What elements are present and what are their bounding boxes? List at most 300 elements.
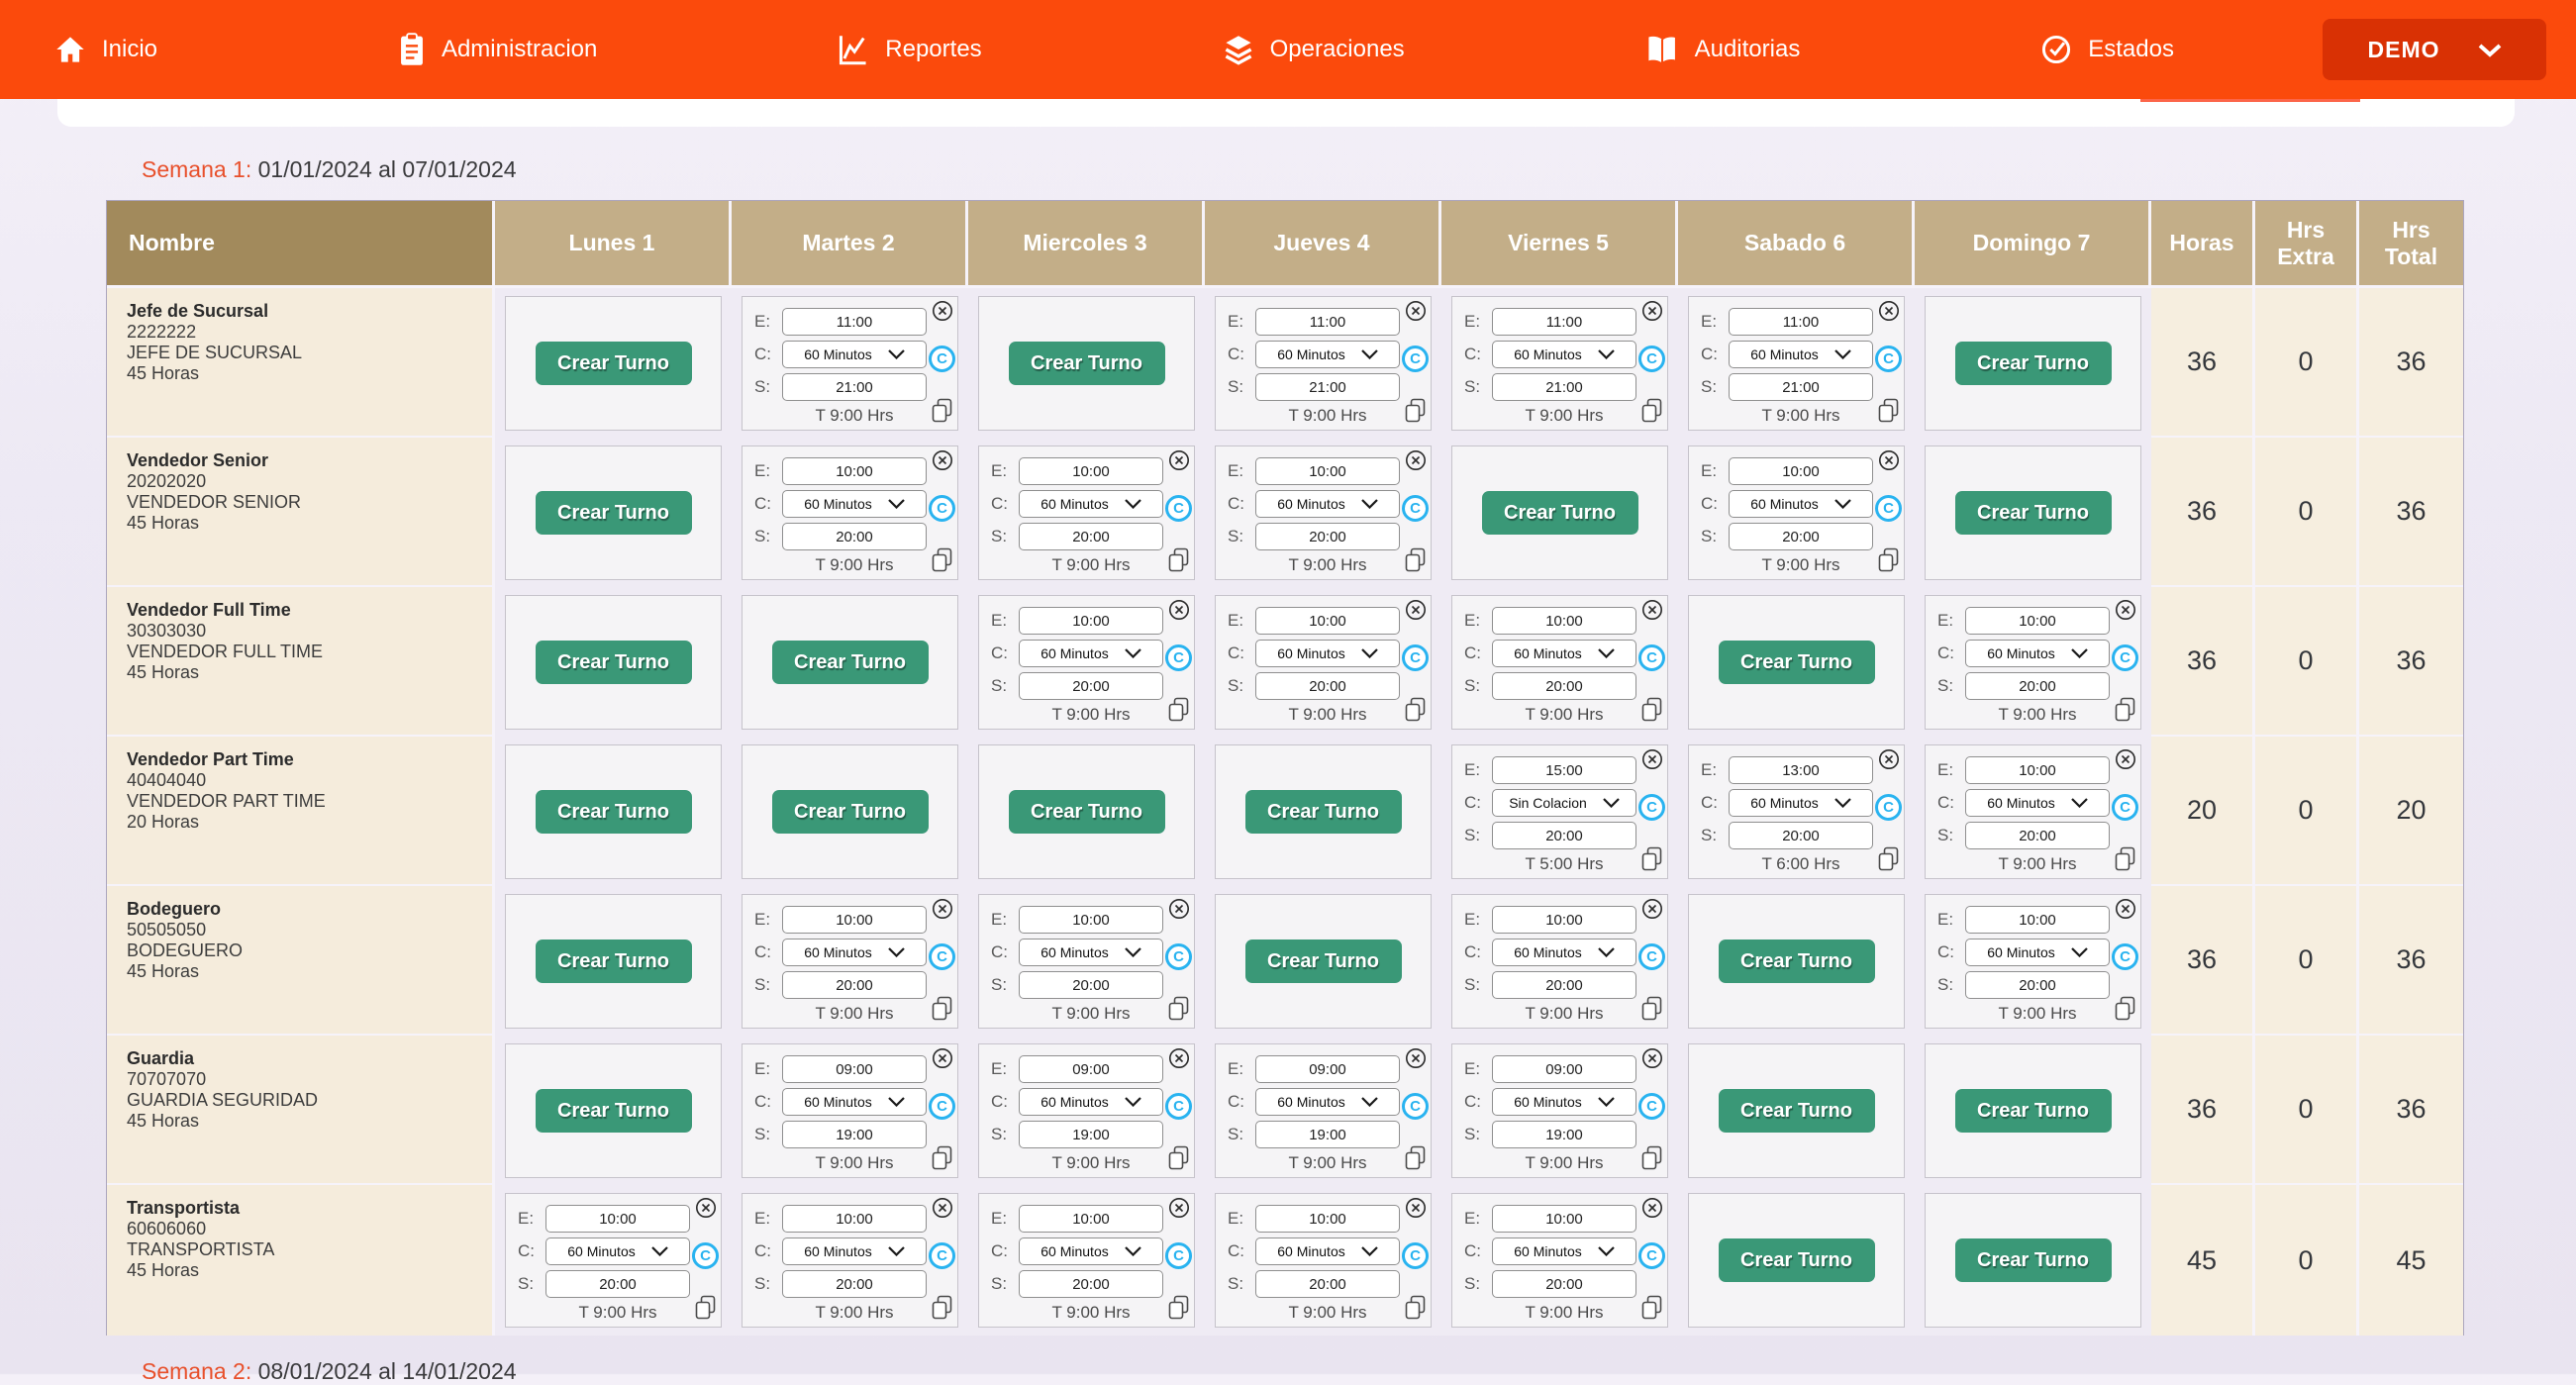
copy-shift-button[interactable] — [1878, 398, 1899, 426]
remove-shift-button[interactable] — [932, 1047, 953, 1069]
colacion-c-icon[interactable]: C — [1165, 1242, 1192, 1269]
crear-turno-button[interactable]: Crear Turno — [1719, 641, 1875, 684]
chevron-down-icon — [2071, 645, 2088, 661]
colacion-c-icon[interactable]: C — [1638, 1242, 1665, 1269]
entry-time-input[interactable] — [1255, 1055, 1400, 1083]
colacion-c-icon[interactable]: C — [1638, 943, 1665, 970]
chevron-down-icon — [888, 1243, 905, 1259]
entry-time-input[interactable] — [1019, 1205, 1163, 1233]
entry-time-input[interactable] — [782, 906, 927, 934]
col-header-day-martes: Martes 2 — [732, 201, 968, 288]
remove-shift-button[interactable] — [932, 1197, 953, 1219]
break-label: C: — [991, 643, 1008, 662]
entry-time-input[interactable] — [1965, 906, 2110, 934]
entry-time-input[interactable] — [1019, 457, 1163, 485]
entry-time-input[interactable] — [1729, 457, 1873, 485]
remove-shift-button[interactable] — [1641, 1197, 1663, 1219]
day-cell-shift — [1678, 438, 1915, 588]
next-week-range: 08/01/2024 al 14/01/2024 — [257, 1358, 517, 1384]
break-select[interactable] — [1492, 1088, 1636, 1116]
entry-label: E: — [991, 1059, 1008, 1078]
exit-label: S: — [1228, 377, 1244, 396]
nav-item-operaciones[interactable] — [1223, 34, 1405, 65]
copy-shift-button[interactable] — [1168, 1145, 1189, 1173]
shift-card — [1688, 296, 1905, 431]
copy-shift-button[interactable] — [1641, 398, 1662, 426]
day-cell-empty — [495, 587, 732, 738]
break-select-value: 60 Minutos — [1277, 1094, 1345, 1110]
copy-shift-button[interactable] — [695, 1295, 716, 1323]
remove-shift-button[interactable] — [1405, 1047, 1427, 1069]
break-select-value: 60 Minutos — [1514, 1094, 1582, 1110]
exit-time-input[interactable] — [1255, 523, 1400, 550]
crear-turno-button[interactable]: Crear Turno — [1955, 491, 2112, 535]
day-cell-empty — [968, 737, 1205, 887]
chevron-down-icon — [1361, 346, 1378, 362]
entry-time-input[interactable] — [1492, 756, 1636, 784]
remove-shift-button[interactable] — [932, 449, 953, 471]
break-select-value: 60 Minutos — [1750, 496, 1819, 512]
week-range: 01/01/2024 al 07/01/2024 — [257, 156, 517, 182]
crear-turno-button[interactable]: Crear Turno — [536, 342, 692, 385]
exit-time-input[interactable] — [1965, 672, 2110, 700]
chevron-down-icon — [1125, 496, 1141, 512]
colacion-c-icon[interactable]: C — [929, 1242, 955, 1269]
copy-shift-button[interactable] — [1641, 1145, 1662, 1173]
remove-shift-button[interactable] — [2115, 599, 2136, 621]
break-select[interactable] — [1019, 490, 1163, 518]
break-label: C: — [1464, 643, 1481, 662]
break-select[interactable] — [1019, 939, 1163, 966]
exit-time-input[interactable] — [782, 523, 927, 550]
remove-shift-button[interactable] — [1878, 748, 1900, 770]
hrs-total-cell: 36 — [2359, 288, 2463, 439]
remove-shift-button[interactable] — [1168, 1047, 1190, 1069]
colacion-c-icon[interactable]: C — [1402, 495, 1429, 522]
exit-time-input[interactable] — [1729, 822, 1873, 849]
copy-shift-button[interactable] — [2115, 846, 2135, 874]
colacion-c-icon[interactable]: C — [1638, 794, 1665, 821]
entry-time-input[interactable] — [1492, 906, 1636, 934]
copy-shift-button[interactable] — [932, 398, 952, 426]
nav-active-indicator — [2140, 99, 2360, 102]
crear-turno-button[interactable]: Crear Turno — [536, 1089, 692, 1133]
copy-shift-button[interactable] — [1405, 697, 1426, 725]
employee-contract: 45 Horas — [127, 1260, 200, 1280]
exit-time-input[interactable] — [1492, 1270, 1636, 1298]
day-cell-shift — [1441, 737, 1678, 887]
employee-contract: 45 Horas — [127, 513, 200, 533]
nav-item-inicio[interactable] — [54, 34, 157, 65]
exit-time-input[interactable] — [1965, 971, 2110, 999]
remove-shift-button[interactable] — [1641, 599, 1663, 621]
break-select[interactable] — [545, 1237, 690, 1265]
remove-shift-button[interactable] — [1168, 449, 1190, 471]
employee-role: VENDEDOR PART TIME — [127, 791, 326, 811]
exit-time-input[interactable] — [1255, 1270, 1400, 1298]
copy-shift-button[interactable] — [1405, 547, 1426, 575]
copy-shift-button[interactable] — [2115, 697, 2135, 725]
break-label: C: — [754, 345, 771, 363]
nav-item-administracion[interactable] — [398, 33, 597, 66]
shift-total-hours: T 9:00 Hrs — [1761, 555, 1840, 574]
remove-shift-button[interactable] — [932, 300, 953, 322]
colacion-c-icon[interactable]: C — [1165, 1093, 1192, 1120]
account-menu-label: DEMO — [2367, 36, 2440, 62]
break-select[interactable] — [782, 490, 927, 518]
break-select[interactable] — [1729, 490, 1873, 518]
break-select[interactable] — [1729, 789, 1873, 817]
copy-shift-button[interactable] — [1168, 1295, 1189, 1323]
break-select[interactable] — [1255, 341, 1400, 368]
exit-label: S: — [991, 676, 1008, 695]
colacion-c-icon[interactable]: C — [1638, 346, 1665, 372]
entry-time-input[interactable] — [1492, 308, 1636, 336]
break-select[interactable] — [1019, 1088, 1163, 1116]
exit-time-input[interactable] — [1492, 971, 1636, 999]
exit-time-input[interactable] — [1492, 672, 1636, 700]
copy-shift-button[interactable] — [1641, 1295, 1662, 1323]
copy-shift-button[interactable] — [1405, 1295, 1426, 1323]
copy-shift-button[interactable] — [2115, 996, 2135, 1024]
entry-time-input[interactable] — [1965, 607, 2110, 635]
day-cell-shift — [732, 1036, 968, 1186]
day-cell-empty — [495, 288, 732, 439]
hrs-total-cell: 36 — [2359, 1036, 2463, 1186]
entry-label: E: — [1228, 312, 1244, 331]
colacion-c-icon[interactable]: C — [1638, 644, 1665, 671]
exit-time-input[interactable] — [1729, 373, 1873, 401]
nav-item-estados[interactable] — [2040, 34, 2174, 65]
col-header-horas: Horas — [2151, 201, 2255, 288]
shift-total-hours: T 9:00 Hrs — [815, 1153, 894, 1172]
break-select-value: 60 Minutos — [1040, 645, 1109, 661]
copy-shift-button[interactable] — [932, 996, 952, 1024]
colacion-c-icon[interactable]: C — [929, 1093, 955, 1120]
exit-time-input[interactable] — [545, 1270, 690, 1298]
crear-turno-button[interactable]: Crear Turno — [1482, 491, 1638, 535]
entry-time-input[interactable] — [782, 1205, 927, 1233]
remove-shift-button[interactable] — [1641, 1047, 1663, 1069]
exit-time-input[interactable] — [782, 1270, 927, 1298]
break-select-value: 60 Minutos — [1277, 496, 1345, 512]
break-select[interactable] — [1255, 1237, 1400, 1265]
entry-label: E: — [991, 611, 1008, 630]
employee-name: Vendedor Full Time — [127, 600, 291, 620]
exit-time-input[interactable] — [1019, 971, 1163, 999]
copy-shift-button[interactable] — [932, 1295, 952, 1323]
employee-cell — [107, 438, 495, 588]
exit-label: S: — [1228, 527, 1244, 545]
day-cell-empty — [1915, 438, 2151, 588]
day-cell-empty — [495, 1036, 732, 1186]
entry-time-input[interactable] — [782, 457, 927, 485]
entry-time-input[interactable] — [1019, 906, 1163, 934]
chevron-down-icon — [2478, 37, 2502, 63]
remove-shift-button[interactable] — [1641, 748, 1663, 770]
copy-shift-button[interactable] — [1405, 398, 1426, 426]
colacion-c-icon[interactable]: C — [1165, 495, 1192, 522]
remove-shift-button[interactable] — [2115, 898, 2136, 920]
break-select-value: 60 Minutos — [567, 1243, 636, 1259]
shift-total-hours: T 9:00 Hrs — [1998, 854, 2077, 873]
crear-turno-button[interactable]: Crear Turno — [1955, 342, 2112, 385]
shift-total-hours: T 9:00 Hrs — [1525, 1004, 1604, 1023]
exit-label: S: — [1228, 676, 1244, 695]
colacion-c-icon[interactable]: C — [1402, 1093, 1429, 1120]
crear-turno-button[interactable]: Crear Turno — [536, 790, 692, 834]
crear-turno-button[interactable]: Crear Turno — [1955, 1238, 2112, 1282]
colacion-c-icon[interactable]: C — [692, 1242, 719, 1269]
break-select[interactable] — [1492, 640, 1636, 667]
exit-time-input[interactable] — [1019, 1121, 1163, 1148]
exit-time-input[interactable] — [1019, 1270, 1163, 1298]
entry-label: E: — [991, 910, 1008, 929]
exit-time-input[interactable] — [1965, 822, 2110, 849]
account-menu-button[interactable] — [2323, 19, 2546, 80]
day-cell-shift — [1441, 886, 1678, 1037]
book-icon — [1645, 34, 1679, 65]
remove-shift-button[interactable] — [1641, 300, 1663, 322]
crear-turno-button[interactable]: Crear Turno — [772, 790, 929, 834]
create-shift-card — [505, 894, 722, 1029]
entry-time-input[interactable] — [1255, 1205, 1400, 1233]
break-select[interactable] — [1492, 939, 1636, 966]
remove-shift-button[interactable] — [695, 1197, 717, 1219]
day-cell-empty — [1678, 886, 1915, 1037]
crear-turno-button[interactable]: Crear Turno — [772, 641, 929, 684]
break-select-value: 60 Minutos — [1040, 496, 1109, 512]
break-select-value: 60 Minutos — [1277, 346, 1345, 362]
exit-time-input[interactable] — [782, 1121, 927, 1148]
shift-total-hours: T 9:00 Hrs — [1288, 705, 1367, 724]
break-select[interactable] — [782, 1237, 927, 1265]
break-label: C: — [1228, 1241, 1244, 1260]
break-label: C: — [1228, 345, 1244, 363]
remove-shift-button[interactable] — [1405, 449, 1427, 471]
break-select[interactable] — [1965, 789, 2110, 817]
hrs-extra-cell: 0 — [2255, 587, 2359, 738]
break-select[interactable] — [1729, 341, 1873, 368]
colacion-c-icon[interactable]: C — [929, 495, 955, 522]
colacion-c-icon[interactable]: C — [2112, 644, 2138, 671]
hours-cell: 45 — [2151, 1185, 2255, 1336]
break-select[interactable] — [1965, 640, 2110, 667]
exit-label: S: — [1464, 1274, 1481, 1293]
colacion-c-icon[interactable]: C — [1402, 346, 1429, 372]
exit-time-input[interactable] — [1255, 672, 1400, 700]
entry-time-input[interactable] — [1492, 607, 1636, 635]
next-week-name: Semana 2: — [142, 1358, 252, 1384]
hrs-extra-cell: 0 — [2255, 438, 2359, 588]
colacion-c-icon[interactable]: C — [1638, 1093, 1665, 1120]
day-cell-shift — [732, 886, 968, 1037]
nav-item-label: Operaciones — [1269, 36, 1405, 62]
colacion-c-icon[interactable]: C — [2112, 794, 2138, 821]
hrs-extra-cell: 0 — [2255, 737, 2359, 887]
break-select[interactable] — [782, 939, 927, 966]
hours-cell: 36 — [2151, 438, 2255, 588]
entry-time-input[interactable] — [1019, 1055, 1163, 1083]
break-select[interactable] — [782, 341, 927, 368]
colacion-c-icon[interactable]: C — [1165, 943, 1192, 970]
nav-item-auditorias[interactable] — [1645, 34, 1801, 65]
entry-time-input[interactable] — [1729, 308, 1873, 336]
break-select[interactable] — [782, 1088, 927, 1116]
break-select-value: 60 Minutos — [804, 496, 872, 512]
entry-time-input[interactable] — [1255, 457, 1400, 485]
entry-time-input[interactable] — [1019, 607, 1163, 635]
remove-shift-button[interactable] — [1405, 599, 1427, 621]
chevron-down-icon — [1598, 1094, 1615, 1110]
entry-label: E: — [1464, 760, 1481, 779]
hours-cell: 20 — [2151, 737, 2255, 887]
entry-time-input[interactable] — [1729, 756, 1873, 784]
hrs-extra-cell: 0 — [2255, 1036, 2359, 1186]
crear-turno-button[interactable]: Crear Turno — [1719, 1238, 1875, 1282]
entry-time-input[interactable] — [782, 1055, 927, 1083]
entry-time-input[interactable] — [1255, 308, 1400, 336]
break-select[interactable] — [1255, 1088, 1400, 1116]
layers-icon — [1223, 34, 1254, 65]
entry-time-input[interactable] — [782, 308, 927, 336]
crear-turno-button[interactable]: Crear Turno — [1719, 940, 1875, 983]
day-cell-shift — [1678, 288, 1915, 439]
break-label: C: — [1228, 1092, 1244, 1111]
colacion-c-icon[interactable]: C — [1875, 495, 1902, 522]
colacion-c-icon[interactable]: C — [1875, 346, 1902, 372]
exit-time-input[interactable] — [1255, 1121, 1400, 1148]
colacion-c-icon[interactable]: C — [2112, 943, 2138, 970]
colacion-c-icon[interactable]: C — [1165, 644, 1192, 671]
shift-total-hours: T 9:00 Hrs — [1051, 705, 1131, 724]
copy-shift-button[interactable] — [1168, 547, 1189, 575]
exit-time-input[interactable] — [1255, 373, 1400, 401]
copy-shift-button[interactable] — [1641, 846, 1662, 874]
colacion-c-icon[interactable]: C — [929, 346, 955, 372]
exit-time-input[interactable] — [1492, 822, 1636, 849]
chart-icon — [838, 34, 869, 65]
break-label: C: — [1701, 494, 1718, 513]
shift-card — [978, 595, 1195, 730]
day-cell-shift — [1915, 886, 2151, 1037]
nav-item-reportes[interactable] — [838, 34, 981, 65]
exit-time-input[interactable] — [782, 971, 927, 999]
remove-shift-button[interactable] — [1878, 300, 1900, 322]
remove-shift-button[interactable] — [932, 898, 953, 920]
content-card-top-strip — [57, 99, 2515, 127]
entry-time-input[interactable] — [545, 1205, 690, 1233]
copy-shift-button[interactable] — [1878, 846, 1899, 874]
break-select-value: 60 Minutos — [1040, 944, 1109, 960]
crear-turno-button[interactable]: Crear Turno — [536, 491, 692, 535]
copy-shift-button[interactable] — [1641, 697, 1662, 725]
exit-time-input[interactable] — [1019, 523, 1163, 550]
entry-time-input[interactable] — [1492, 1205, 1636, 1233]
shift-card — [1451, 1043, 1668, 1178]
entry-time-input[interactable] — [1255, 607, 1400, 635]
copy-shift-button[interactable] — [1168, 697, 1189, 725]
crear-turno-button[interactable]: Crear Turno — [1245, 790, 1402, 834]
break-select[interactable] — [1965, 939, 2110, 966]
crear-turno-button[interactable]: Crear Turno — [1009, 342, 1165, 385]
exit-time-input[interactable] — [782, 373, 927, 401]
break-select[interactable] — [1492, 341, 1636, 368]
copy-shift-button[interactable] — [932, 547, 952, 575]
shift-total-hours: T 9:00 Hrs — [1051, 1004, 1131, 1023]
crear-turno-button[interactable]: Crear Turno — [1009, 790, 1165, 834]
exit-time-input[interactable] — [1019, 672, 1163, 700]
break-select-value: 60 Minutos — [1277, 645, 1345, 661]
copy-shift-button[interactable] — [1405, 1145, 1426, 1173]
colacion-c-icon[interactable]: C — [929, 943, 955, 970]
remove-shift-button[interactable] — [1878, 449, 1900, 471]
break-label: C: — [1464, 1241, 1481, 1260]
colacion-c-icon[interactable]: C — [1875, 794, 1902, 821]
crear-turno-button[interactable]: Crear Turno — [1719, 1089, 1875, 1133]
entry-label: E: — [1937, 910, 1954, 929]
nav-item-label: Administracion — [441, 36, 598, 62]
remove-shift-button[interactable] — [2115, 748, 2136, 770]
crear-turno-button[interactable]: Crear Turno — [1955, 1089, 2112, 1133]
break-select[interactable] — [1019, 1237, 1163, 1265]
exit-label: S: — [1701, 826, 1718, 844]
remove-shift-button[interactable] — [1168, 1197, 1190, 1219]
break-select[interactable] — [1255, 640, 1400, 667]
copy-shift-button[interactable] — [1641, 996, 1662, 1024]
exit-time-input[interactable] — [1492, 1121, 1636, 1148]
remove-shift-button[interactable] — [1168, 898, 1190, 920]
remove-shift-button[interactable] — [1405, 1197, 1427, 1219]
crear-turno-button[interactable]: Crear Turno — [536, 940, 692, 983]
entry-time-input[interactable] — [1965, 756, 2110, 784]
break-select[interactable] — [1019, 640, 1163, 667]
create-shift-card — [1925, 296, 2141, 431]
break-select[interactable] — [1492, 1237, 1636, 1265]
copy-shift-button[interactable] — [1168, 996, 1189, 1024]
remove-shift-button[interactable] — [1168, 599, 1190, 621]
hours-cell: 36 — [2151, 886, 2255, 1037]
col-header-day-lunes: Lunes 1 — [495, 201, 732, 288]
colacion-c-icon[interactable]: C — [1402, 1242, 1429, 1269]
entry-time-input[interactable] — [1492, 1055, 1636, 1083]
shift-card — [978, 445, 1195, 580]
break-select[interactable] — [1492, 789, 1636, 817]
entry-label: E: — [1464, 1209, 1481, 1228]
exit-time-input[interactable] — [1492, 373, 1636, 401]
crear-turno-button[interactable]: Crear Turno — [1245, 940, 1402, 983]
exit-label: S: — [1464, 676, 1481, 695]
employee-name: Transportista — [127, 1198, 241, 1218]
colacion-c-icon[interactable]: C — [1402, 644, 1429, 671]
break-select-value: 60 Minutos — [1987, 645, 2055, 661]
day-cell-empty — [732, 587, 968, 738]
exit-time-input[interactable] — [1729, 523, 1873, 550]
entry-label: E: — [991, 1209, 1008, 1228]
break-select[interactable] — [1255, 490, 1400, 518]
chevron-down-icon — [1361, 496, 1378, 512]
break-select-value: 60 Minutos — [1514, 1243, 1582, 1259]
copy-shift-button[interactable] — [1878, 547, 1899, 575]
remove-shift-button[interactable] — [1405, 300, 1427, 322]
break-select-value: 60 Minutos — [1514, 645, 1582, 661]
crear-turno-button[interactable]: Crear Turno — [536, 641, 692, 684]
remove-shift-button[interactable] — [1641, 898, 1663, 920]
hours-cell: 36 — [2151, 1036, 2255, 1186]
create-shift-card — [1688, 1043, 1905, 1178]
copy-shift-button[interactable] — [932, 1145, 952, 1173]
day-cell-shift — [495, 1185, 732, 1336]
